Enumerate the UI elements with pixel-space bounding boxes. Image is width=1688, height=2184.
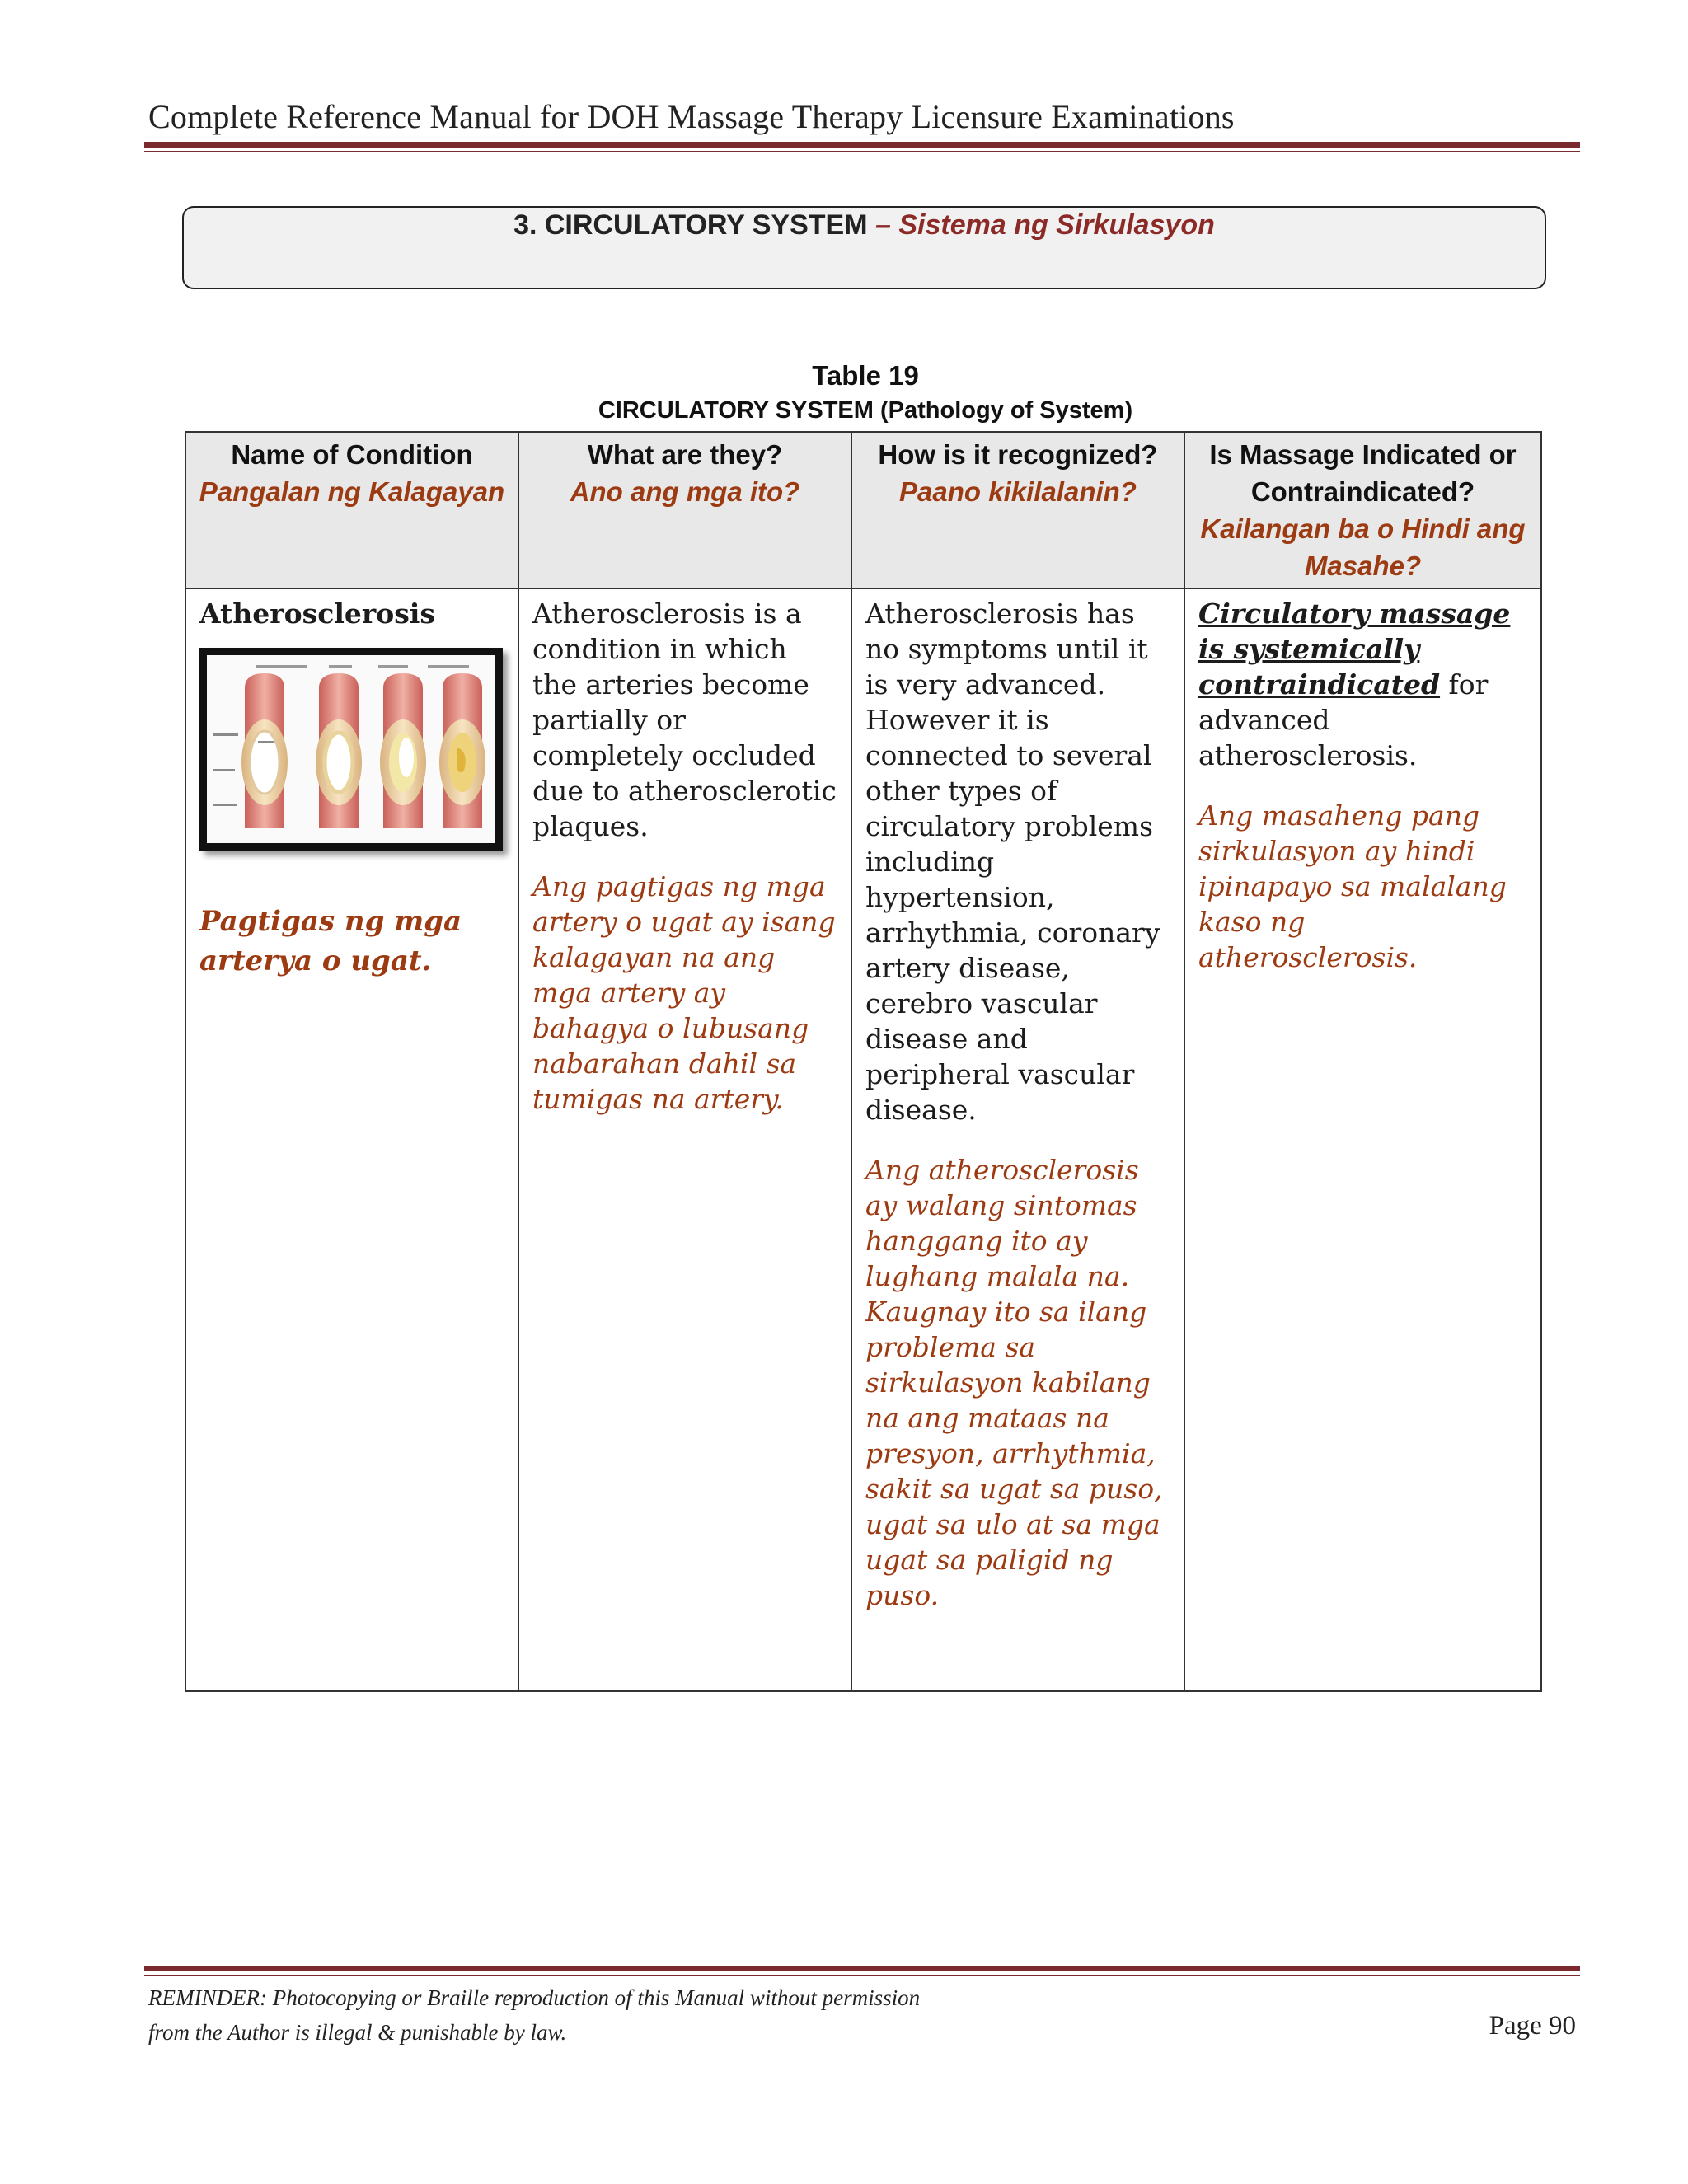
column-header-en: How is it recognized?	[878, 439, 1158, 470]
contraindication-emphasis: Circulatory massage is systemically contraindicated	[1198, 598, 1511, 701]
table-caption	[495, 358, 1236, 427]
column-header-condition	[185, 432, 518, 588]
table-header-row	[185, 432, 1541, 588]
copyright-reminder	[148, 1980, 1137, 2050]
section-separator: –	[867, 209, 899, 241]
massage-guidance-tl: Ang masaheng pang sirkulasyon ay hindi ipinapayo sa malalang kaso ng atherosclerosis.	[1198, 799, 1507, 973]
atherosclerosis-figure	[199, 648, 503, 851]
description-en: Atherosclerosis is a condition in which the arteries become partially or completely occluded due to atherosclerotic plaques.	[532, 598, 837, 842]
header-rule	[144, 142, 1580, 148]
header-rule-thin	[144, 151, 1580, 152]
cell-what	[518, 588, 851, 1691]
table-number: Table 19	[812, 360, 919, 391]
cell-condition	[185, 588, 518, 1691]
fibrous-plaque-artery-shape	[380, 673, 426, 828]
description-tl: Ang pagtigas ng mga artery o ugat ay isang kalagayan na ang mga artery ay bahagya o lubusang nabarahan dahil sa tumigas na artery.	[532, 870, 836, 1115]
reminder-line-2: from the Author is illegal & punishable by law.	[148, 2020, 567, 2045]
condition-name: Atherosclerosis	[199, 598, 435, 630]
column-header-en: What are they?	[587, 439, 783, 470]
table-row	[185, 588, 1541, 1691]
column-header-en: Is Massage Indicated or Contraindicated?	[1209, 439, 1517, 507]
table-title: CIRCULATORY SYSTEM (Pathology of System)	[598, 397, 1133, 424]
footer-rule-thin	[144, 1975, 1580, 1976]
column-header-tl: Pangalan ng Kalagayan	[199, 476, 505, 507]
complicated-plaque-artery-shape	[439, 673, 485, 828]
column-header-tl: Paano kikilalanin?	[899, 476, 1137, 507]
figure-stage-labels	[256, 665, 469, 668]
page-number: Page 90	[1489, 2011, 1576, 2041]
reminder-line-1: REMINDER: Photocopying or Braille reproduction of this Manual without permission	[148, 1985, 921, 2010]
header-title: Complete Reference Manual for DOH Massage Therapy Licensure Examinations	[148, 98, 1235, 135]
fatty-streak-artery-shape	[316, 673, 362, 828]
cell-how	[851, 588, 1184, 1691]
pathology-table	[185, 431, 1542, 1692]
section-title: 3. CIRCULATORY SYSTEM	[513, 209, 868, 241]
cell-massage	[1184, 588, 1541, 1691]
column-header-tl: Kailangan ba o Hindi ang Masahe?	[1200, 513, 1526, 581]
section-subtitle: Sistema ng Sirkulasyon	[898, 209, 1215, 241]
recognition-tl: Ang atherosclerosis ay walang sintomas hanggang ito ay lughang malala na. Kaugnay ito sa ilang problema sa sirkulasyon kabilang na ang mataas na presyon, arrhythmia, sakit sa ugat sa puso, ugat sa ulo at sa mga ugat sa paligid ng puso.	[865, 1154, 1163, 1611]
massage-guidance-rest: for advanced atherosclerosis.	[1198, 668, 1489, 771]
massage-guidance-en	[1198, 596, 1527, 773]
column-header-massage	[1184, 432, 1541, 588]
normal-artery-shape	[241, 673, 288, 828]
artery-stages-illustration	[207, 655, 495, 843]
section-heading	[182, 209, 1546, 241]
column-header-what	[518, 432, 851, 588]
recognition-en: Atherosclerosis has no symptoms until it is very advanced. However it is connected to several other types of circulatory problems including hypertension, arrhythmia, coronary artery disease, cerebro vascular disease and peripheral vascular disease.	[865, 598, 1160, 1126]
column-header-how	[851, 432, 1184, 588]
column-header-tl: Ano ang mga ito?	[570, 476, 800, 507]
footer-rule	[144, 1966, 1580, 1971]
column-header-en: Name of Condition	[231, 439, 473, 470]
condition-name-tl: Pagtigas ng mga arterya o ugat.	[199, 905, 462, 977]
